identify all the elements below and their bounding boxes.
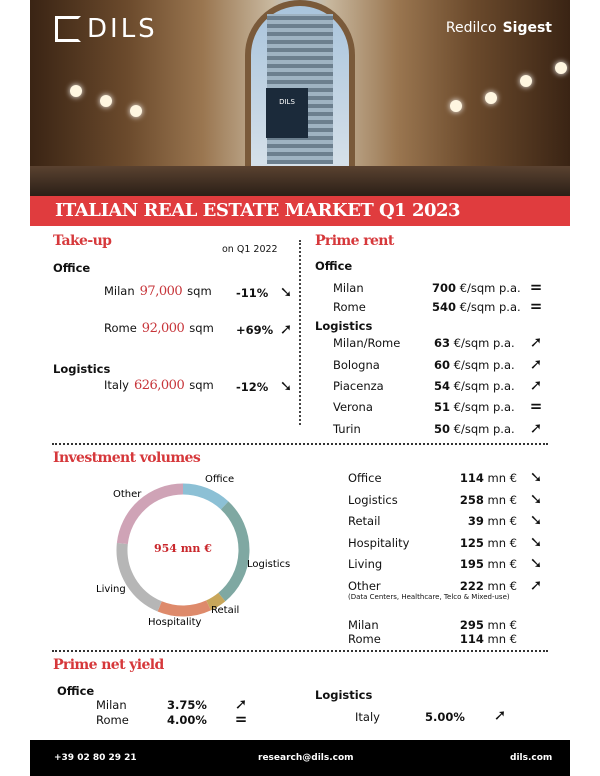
- yield-city: Italy: [355, 710, 380, 724]
- trend-flat-icon: =: [234, 710, 248, 728]
- investment-city-value: [460, 618, 517, 632]
- investment-value: [460, 579, 517, 593]
- rent-city: Milan/Rome: [333, 336, 401, 350]
- yield-logistics-label: Logistics: [315, 688, 373, 702]
- footer-website[interactable]: dils.com: [510, 753, 553, 763]
- trend-flat-icon: =: [529, 278, 543, 296]
- takeup-unit: sqm: [187, 284, 212, 298]
- rent-unit: €/sqm p.a.: [453, 400, 515, 414]
- investment-heading: Investment volumes: [53, 450, 201, 466]
- investment-value: [460, 493, 517, 507]
- takeup-value: 97,000: [139, 284, 183, 299]
- takeup-unit: sqm: [189, 378, 214, 392]
- partner-logos: [446, 20, 552, 36]
- investment-unit: mn €: [487, 579, 517, 593]
- takeup-change: +69%: [236, 323, 274, 337]
- investment-amount: 39: [467, 514, 484, 528]
- donut-label: Hospitality: [148, 617, 202, 628]
- footer: [30, 740, 570, 776]
- takeup-city: Italy: [104, 378, 129, 392]
- trend-flat-icon: =: [529, 397, 543, 415]
- investment-value: [468, 514, 517, 528]
- takeup-value: 92,000: [141, 321, 185, 336]
- trend-up-icon: ➚: [529, 419, 543, 437]
- takeup-change: -12%: [236, 380, 269, 394]
- investment-unit: mn €: [487, 493, 517, 507]
- rent-value: [434, 379, 515, 393]
- investment-amount: 195: [459, 557, 484, 571]
- rent-amount: 54: [434, 379, 451, 393]
- investment-unit: mn €: [487, 514, 517, 528]
- investment-city-amount: 295: [459, 618, 484, 632]
- trend-up-icon: ➚: [529, 376, 543, 394]
- trend-up-icon: ➚: [493, 706, 507, 724]
- donut-slice-hospitality: [160, 605, 209, 611]
- investment-value: [460, 536, 517, 550]
- investment-amount: 114: [459, 471, 484, 485]
- rent-value: [434, 422, 515, 436]
- trend-up-icon: ➚: [529, 576, 543, 594]
- takeup-office-label: Office: [53, 261, 91, 275]
- trend-down-icon: ➘: [529, 533, 543, 551]
- donut-label: Logistics: [247, 559, 291, 570]
- takeup-value: 626,000: [133, 378, 185, 393]
- investment-amount: 222: [459, 579, 484, 593]
- rent-city: Bologna: [333, 358, 380, 372]
- investment-category: Living: [348, 557, 383, 571]
- yield-value: 3.75%: [167, 698, 207, 712]
- rent-amount: 700: [432, 281, 457, 295]
- investment-amount: 125: [459, 536, 484, 550]
- investment-category: Hospitality: [348, 536, 410, 550]
- page-title: ITALIAN REAL ESTATE MARKET Q1 2023: [30, 196, 570, 226]
- donut-slice-office: [183, 489, 225, 505]
- rent-unit: €/sqm p.a.: [459, 281, 521, 295]
- rent-value: [434, 358, 515, 372]
- takeup-row: [104, 321, 214, 336]
- trend-up-icon: ➚: [529, 333, 543, 351]
- trend-down-icon: ➘: [529, 490, 543, 508]
- takeup-logistics-label: Logistics: [53, 362, 111, 376]
- rent-unit: €/sqm p.a.: [453, 336, 515, 350]
- investment-amount: 258: [459, 493, 484, 507]
- divider: [52, 443, 548, 445]
- investment-unit: mn €: [487, 536, 517, 550]
- rent-unit: €/sqm p.a.: [453, 379, 515, 393]
- rent-amount: 60: [434, 358, 451, 372]
- trend-up-icon: ➚: [529, 355, 543, 373]
- rent-amount: 51: [434, 400, 451, 414]
- donut-label: Other: [113, 489, 142, 500]
- investment-unit: mn €: [487, 471, 517, 485]
- rent-value: [434, 400, 515, 414]
- dils-logo: [55, 14, 158, 44]
- redilco-logo: Redilco: [445, 20, 497, 36]
- rent-logistics-label: Logistics: [315, 319, 373, 333]
- investment-value: [460, 557, 517, 571]
- rent-city: Milan: [333, 281, 364, 295]
- divider: [299, 240, 301, 425]
- trend-down-icon: ➘: [529, 511, 543, 529]
- investment-category: Retail: [348, 514, 381, 528]
- rent-office-label: Office: [315, 259, 353, 273]
- takeup-city: Milan: [104, 284, 135, 298]
- footer-phone[interactable]: +39 02 80 29 21: [54, 753, 137, 763]
- rent-amount: 63: [434, 336, 451, 350]
- donut-label: Office: [205, 474, 235, 485]
- donut-slice-logistics: [222, 505, 244, 597]
- investment-city-value: [460, 632, 517, 646]
- rent-value: [432, 300, 521, 314]
- yield-office-label: Office: [57, 684, 95, 698]
- trend-down-icon: ➘: [529, 468, 543, 486]
- takeup-row: [104, 378, 214, 393]
- takeup-change: -11%: [236, 286, 269, 300]
- investment-unit: mn €: [487, 618, 517, 632]
- yield-city: Rome: [96, 713, 129, 727]
- yield-heading: Prime net yield: [53, 657, 164, 673]
- rent-city: Piacenza: [333, 379, 384, 393]
- rent-unit: €/sqm p.a.: [453, 358, 515, 372]
- takeup-city: Rome: [104, 321, 137, 335]
- compare-label: on Q1 2022: [222, 244, 278, 255]
- rent-city: Verona: [333, 400, 373, 414]
- rent-city: Rome: [333, 300, 366, 314]
- donut-label: Living: [96, 584, 126, 595]
- investment-category: Logistics: [348, 493, 398, 507]
- trend-down-icon: ➘: [529, 554, 543, 572]
- yield-value: 4.00%: [167, 713, 207, 727]
- investment-city: Milan: [348, 618, 379, 632]
- takeup-row: [104, 284, 212, 299]
- other-note: (Data Centers, Healthcare, Telco & Mixed-use): [348, 593, 510, 601]
- rent-unit: €/sqm p.a.: [459, 300, 521, 314]
- footer-email[interactable]: research@dils.com: [258, 753, 354, 763]
- rent-amount: 540: [432, 300, 457, 314]
- investment-category: Other: [348, 579, 381, 593]
- takeup-heading: Take-up: [53, 233, 112, 249]
- rent-unit: €/sqm p.a.: [453, 422, 515, 436]
- trend-up-icon: ➚: [279, 320, 293, 338]
- investment-city-amount: 114: [459, 632, 484, 646]
- investment-value: [460, 471, 517, 485]
- yield-value: 5.00%: [425, 710, 465, 724]
- trend-down-icon: ➘: [279, 283, 293, 301]
- rent-value: [434, 336, 515, 350]
- investment-unit: mn €: [487, 557, 517, 571]
- trend-flat-icon: =: [529, 297, 543, 315]
- rent-value: [432, 281, 521, 295]
- banner-sign: DILS: [266, 88, 308, 138]
- rent-amount: 50: [434, 422, 451, 436]
- divider: [52, 650, 548, 652]
- sigest-logo: Sigest: [502, 20, 552, 36]
- takeup-unit: sqm: [189, 321, 214, 335]
- investment-unit: mn €: [487, 632, 517, 646]
- investment-category: Office: [348, 471, 382, 485]
- logo-text: DILS: [87, 14, 158, 44]
- trend-down-icon: ➘: [279, 377, 293, 395]
- donut-total: 954 mn €: [154, 542, 212, 555]
- rent-heading: Prime rent: [315, 233, 394, 249]
- donut-label: Retail: [211, 605, 240, 616]
- rent-city: Turin: [333, 422, 361, 436]
- investment-city: Rome: [348, 632, 381, 646]
- trend-up-icon: ➚: [234, 695, 248, 713]
- yield-city: Milan: [96, 698, 127, 712]
